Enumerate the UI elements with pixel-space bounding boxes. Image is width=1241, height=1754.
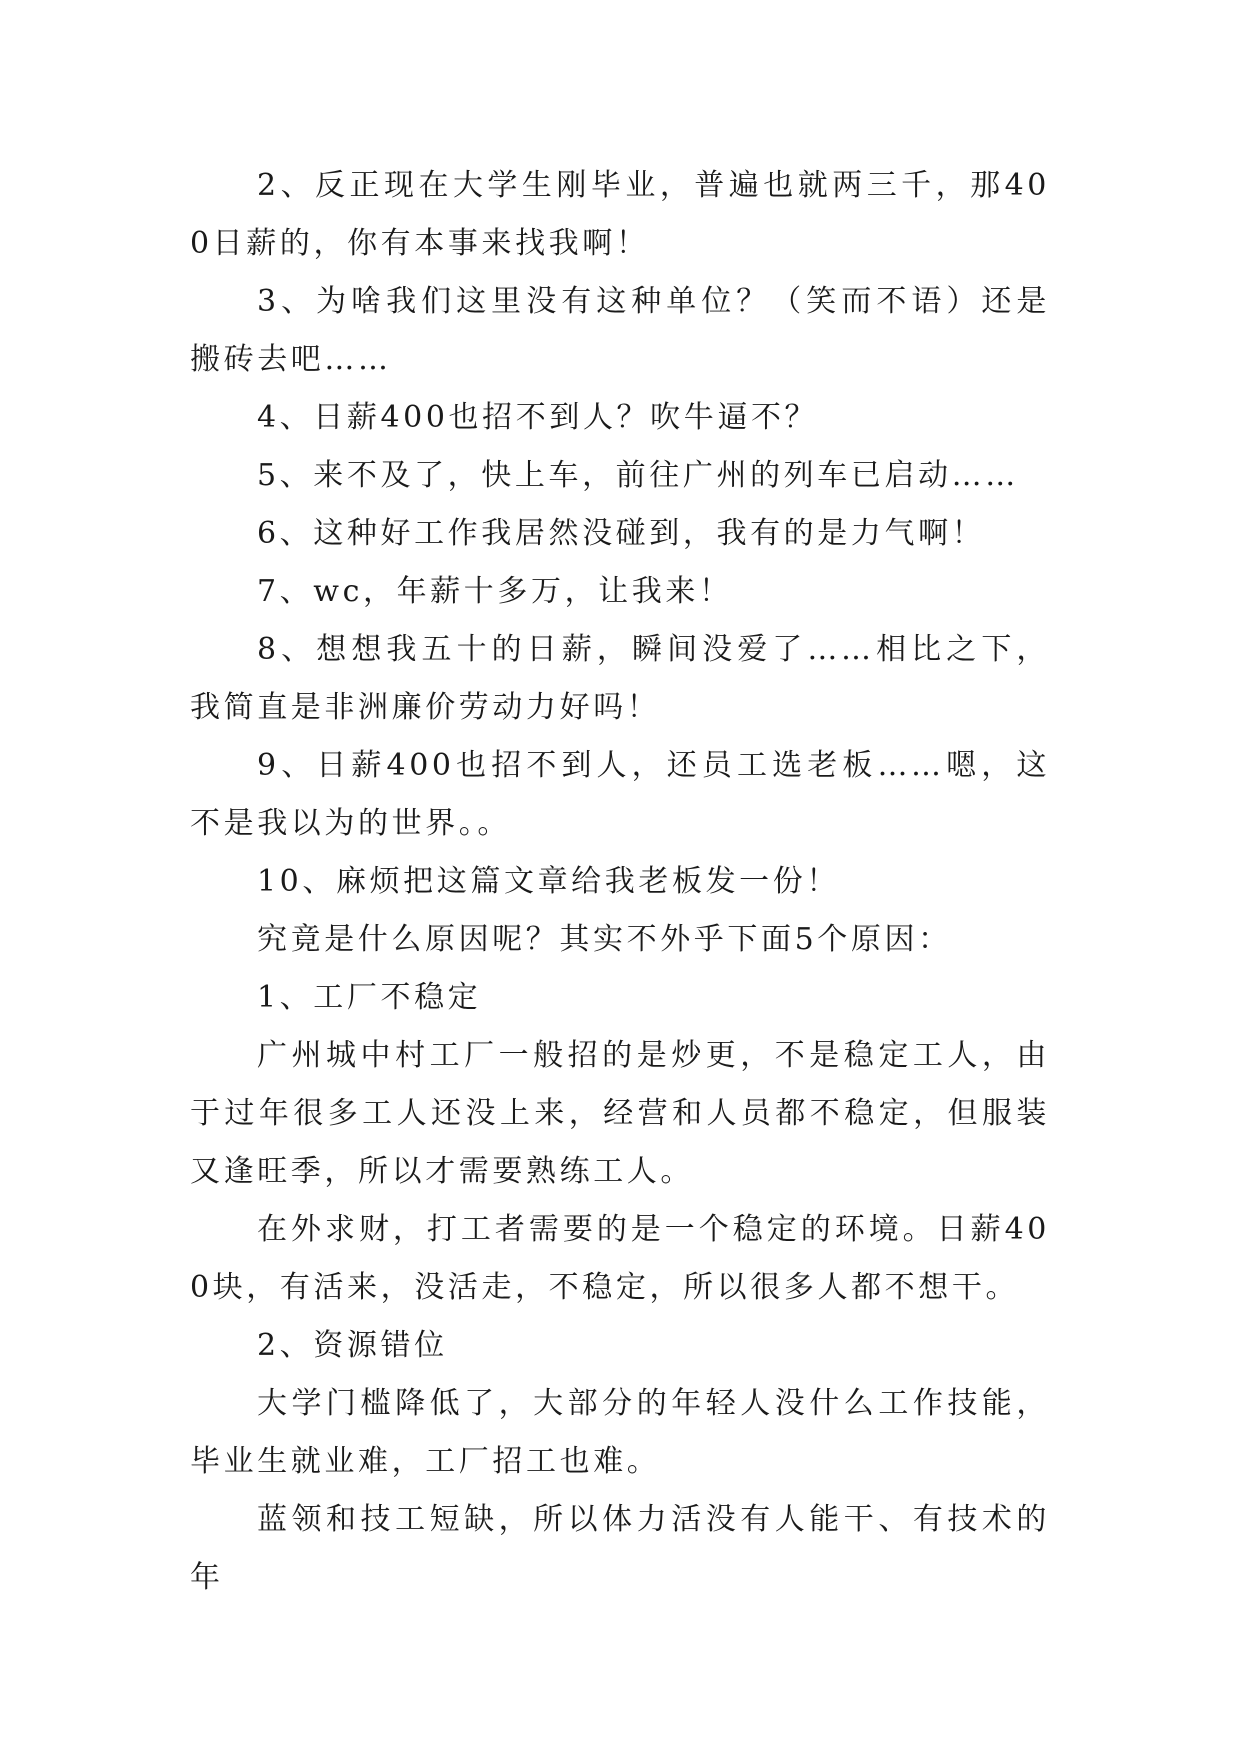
paragraph: 4、日薪400也招不到人？吹牛逼不？ <box>257 400 819 435</box>
paragraph: 究竟是什么原因呢？其实不外乎下面5个原因： <box>257 922 952 957</box>
paragraph: 10、麻烦把这篇文章给我老板发一份！ <box>257 864 840 899</box>
paragraph: 8、想想我五十的日薪，瞬间没爱了……相比之下，我简直是非洲廉价劳动力好吗！ <box>190 632 1050 725</box>
paragraph: 7、wc，年薪十多万，让我来！ <box>257 574 733 609</box>
document-body <box>190 157 1050 1607</box>
paragraph: 9、日薪400也招不到人，还员工选老板……嗯，这不是我以为的世界。。 <box>190 748 1050 841</box>
paragraph: 5、来不及了，快上车，前往广州的列车已启动…… <box>257 458 1019 493</box>
paragraph: 6、这种好工作我居然没碰到，我有的是力气啊！ <box>257 516 986 551</box>
paragraph: 在外求财，打工者需要的是一个稳定的环境。日薪400块，有活来，没活走，不稳定，所以很多人都不想干。 <box>190 1212 1050 1305</box>
paragraph: 广州城中村工厂一般招的是炒更，不是稳定工人，由于过年很多工人还没上来，经营和人员都不稳定，但服装又逢旺季，所以才需要熟练工人。 <box>190 1038 1050 1189</box>
paragraph: 2、反正现在大学生刚毕业，普遍也就两三千，那400日薪的，你有本事来找我啊！ <box>190 168 1050 261</box>
paragraph: 蓝领和技工短缺，所以体力活没有人能干、有技术的年 <box>190 1502 1050 1595</box>
section-heading: 1、工厂不稳定 <box>257 980 482 1015</box>
paragraph: 3、为啥我们这里没有这种单位？（笑而不语）还是搬砖去吧…… <box>190 284 1050 377</box>
paragraph: 大学门槛降低了，大部分的年轻人没什么工作技能，毕业生就业难，工厂招工也难。 <box>190 1386 1050 1479</box>
section-heading: 2、资源错位 <box>257 1328 448 1363</box>
